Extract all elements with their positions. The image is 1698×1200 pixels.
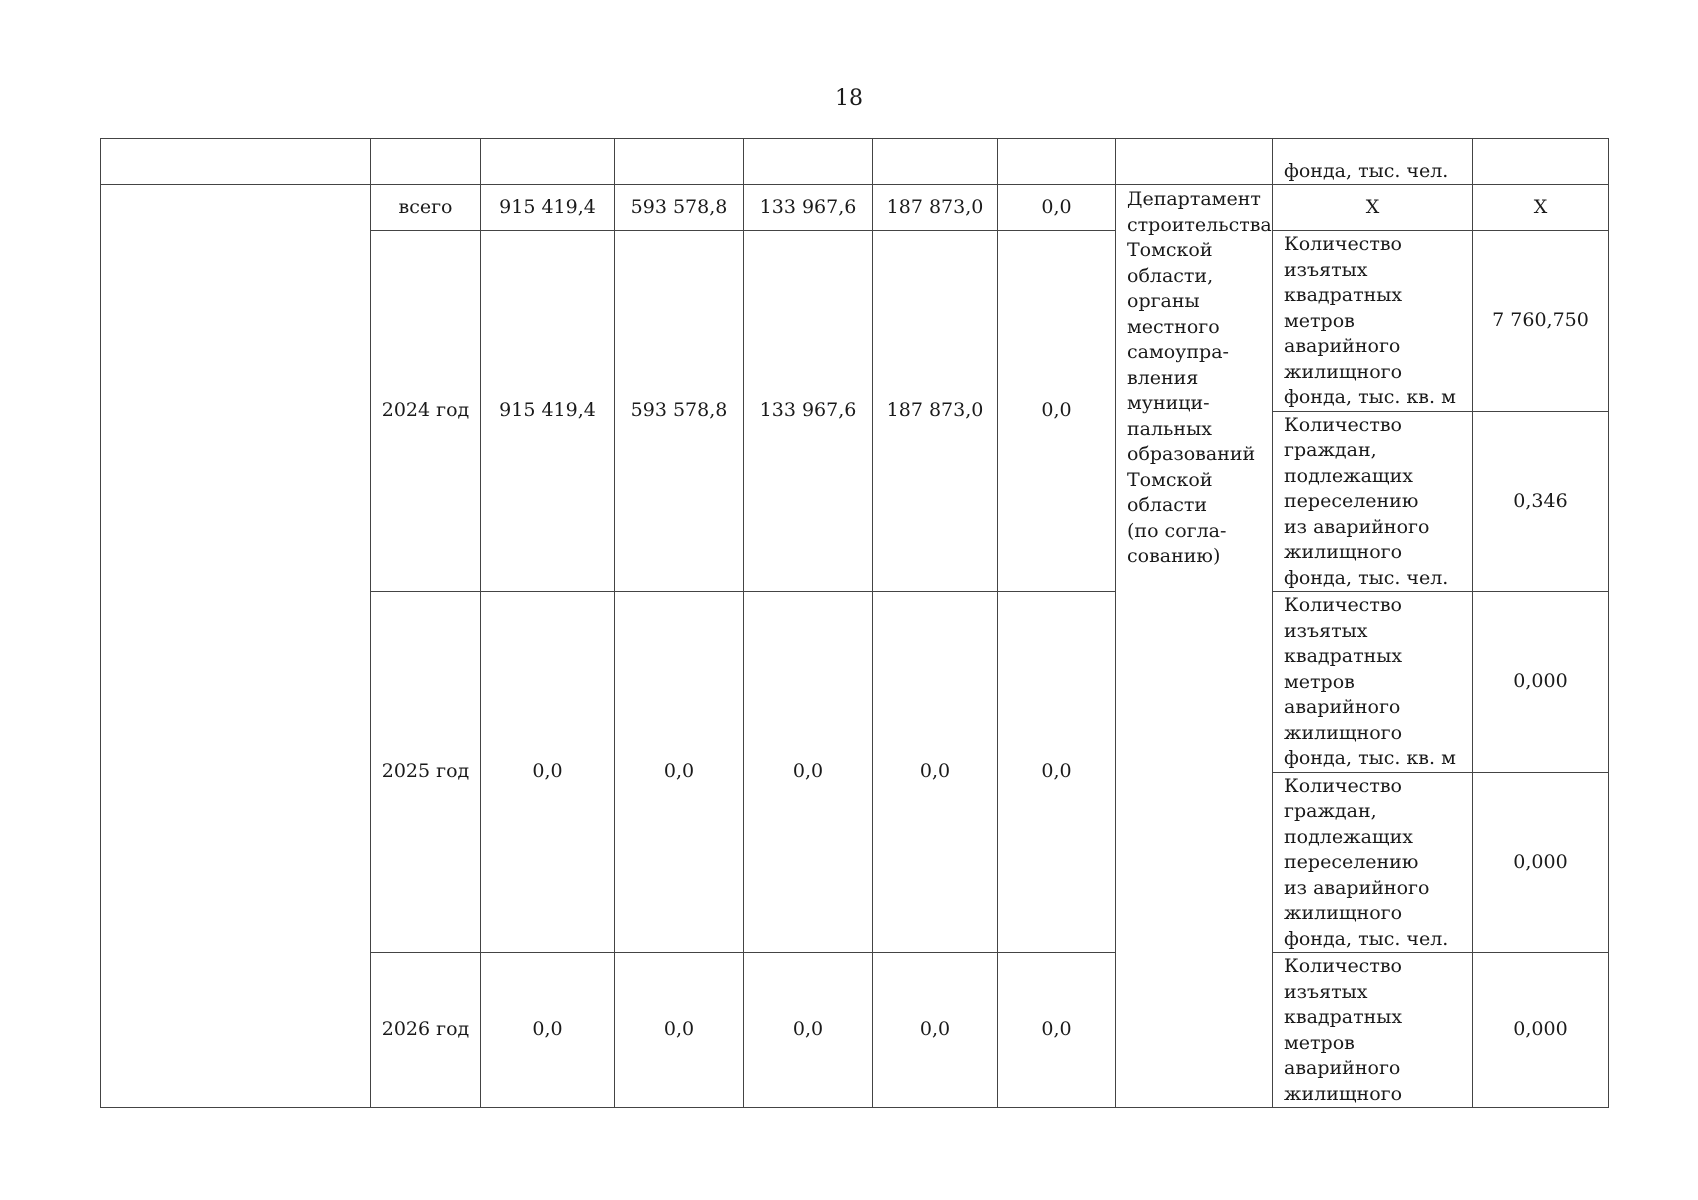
value-cell: 0,0 xyxy=(873,592,998,953)
responsible-line: пальных xyxy=(1127,417,1212,440)
responsible-line: сованию) xyxy=(1127,545,1221,567)
indicator-line: граждан, xyxy=(1284,439,1377,461)
target-value-cell: Х xyxy=(1473,185,1609,231)
value-cell: 133 967,6 xyxy=(744,231,873,592)
responsible-line: вления xyxy=(1127,366,1199,389)
cell-empty xyxy=(615,139,744,185)
indicator-line: квадратных xyxy=(1284,284,1403,306)
period-cell: 2024 год xyxy=(371,231,481,592)
cell-empty xyxy=(371,139,481,185)
indicator-line: фонда, тыс. чел. xyxy=(1284,927,1449,950)
indicator-line: фонда, тыс. кв. м xyxy=(1284,747,1456,769)
indicator-line: фонда, тыс. чел. xyxy=(1284,159,1449,182)
responsible-line: местного xyxy=(1127,315,1220,338)
value-cell: 0,0 xyxy=(481,592,615,953)
responsible-line: самоупра- xyxy=(1127,341,1229,363)
indicator-line: метров xyxy=(1284,670,1355,693)
indicator-line: изъятых xyxy=(1284,980,1368,1003)
value-cell: 0,0 xyxy=(998,231,1116,592)
responsible-line: (по согла- xyxy=(1127,519,1227,542)
value-cell: 0,0 xyxy=(615,953,744,1108)
indicator-line: жилищного xyxy=(1284,721,1403,744)
cell-empty xyxy=(1116,139,1273,185)
value-cell: 915 419,4 xyxy=(481,231,615,592)
indicator-cell xyxy=(1273,139,1473,185)
target-value-cell: 0,346 xyxy=(1473,411,1609,592)
indicator-line: фонда, тыс. кв. м xyxy=(1284,386,1456,408)
indicator-cell: Х xyxy=(1273,185,1473,231)
indicator-line: квадратных xyxy=(1284,645,1403,667)
indicator-cell xyxy=(1273,592,1473,773)
indicator-line: жилищного xyxy=(1284,902,1403,924)
responsible-line: области, xyxy=(1127,264,1214,287)
responsible-line: Департамент xyxy=(1127,188,1261,210)
target-value-cell: 0,000 xyxy=(1473,592,1609,773)
period-cell: всего xyxy=(371,185,481,231)
value-cell: 0,0 xyxy=(744,953,873,1108)
indicator-line: подлежащих xyxy=(1284,464,1413,487)
cell-empty xyxy=(481,139,615,185)
indicator-line: аварийного xyxy=(1284,696,1401,718)
value-cell: 0,0 xyxy=(998,953,1116,1108)
indicator-line: метров xyxy=(1284,1031,1355,1054)
cell-empty xyxy=(101,139,371,185)
indicator-line: подлежащих xyxy=(1284,825,1413,848)
indicator-line: изъятых xyxy=(1284,258,1368,281)
funding-table xyxy=(100,138,1609,1108)
value-cell: 0,0 xyxy=(615,592,744,953)
indicator-line: изъятых xyxy=(1284,619,1368,642)
indicator-cell xyxy=(1273,411,1473,592)
indicator-cell xyxy=(1273,953,1473,1108)
page-number: 18 xyxy=(835,86,863,111)
indicator-line: Количество xyxy=(1284,413,1402,436)
indicator-line: метров xyxy=(1284,309,1355,332)
indicator-line: Количество xyxy=(1284,774,1402,797)
indicator-line: Количество xyxy=(1284,594,1402,616)
task-name-cell xyxy=(101,185,371,1108)
indicator-line: Количество xyxy=(1284,955,1402,977)
responsible-line: муници- xyxy=(1127,392,1210,414)
indicator-line: из аварийного xyxy=(1284,515,1430,538)
target-value-cell: 7 760,750 xyxy=(1473,231,1609,412)
indicator-line: аварийного xyxy=(1284,335,1401,357)
responsible-line: Томской xyxy=(1127,468,1213,491)
value-cell: 133 967,6 xyxy=(744,185,873,231)
indicator-cell xyxy=(1273,231,1473,412)
responsible-line: строительства xyxy=(1127,213,1272,236)
value-cell: 593 578,8 xyxy=(615,231,744,592)
indicator-line: жилищного xyxy=(1284,360,1403,383)
target-value-cell: 0,000 xyxy=(1473,772,1609,953)
indicator-line: переселению xyxy=(1284,490,1419,512)
responsible-line: области xyxy=(1127,494,1208,516)
cell-empty xyxy=(1473,139,1609,185)
value-cell: 0,0 xyxy=(481,953,615,1108)
responsible-cell xyxy=(1116,185,1273,1108)
responsible-line: органы xyxy=(1127,290,1200,312)
indicator-line: граждан, xyxy=(1284,800,1377,822)
indicator-line: Количество xyxy=(1284,233,1402,255)
value-cell: 0,0 xyxy=(998,185,1116,231)
carry-over-row xyxy=(101,139,1609,185)
indicator-line: из аварийного xyxy=(1284,876,1430,899)
value-cell: 593 578,8 xyxy=(615,185,744,231)
total-row xyxy=(101,185,1609,231)
cell-empty xyxy=(744,139,873,185)
value-cell: 915 419,4 xyxy=(481,185,615,231)
indicator-line: квадратных xyxy=(1284,1006,1403,1028)
value-cell: 187 873,0 xyxy=(873,185,998,231)
indicator-cell xyxy=(1273,772,1473,953)
indicator-line: аварийного xyxy=(1284,1057,1401,1079)
responsible-line: образований xyxy=(1127,443,1256,465)
target-value-cell: 0,000 xyxy=(1473,953,1609,1108)
cell-empty xyxy=(998,139,1116,185)
value-cell: 0,0 xyxy=(998,592,1116,953)
cell-empty xyxy=(873,139,998,185)
period-cell: 2025 год xyxy=(371,592,481,953)
indicator-line: жилищного xyxy=(1284,541,1403,563)
indicator-line: жилищного xyxy=(1284,1082,1403,1105)
value-cell: 0,0 xyxy=(744,592,873,953)
indicator-line: фонда, тыс. чел. xyxy=(1284,566,1449,589)
responsible-line: Томской xyxy=(1127,239,1213,261)
period-cell: 2026 год xyxy=(371,953,481,1108)
value-cell: 0,0 xyxy=(873,953,998,1108)
indicator-line: переселению xyxy=(1284,851,1419,873)
value-cell: 187 873,0 xyxy=(873,231,998,592)
